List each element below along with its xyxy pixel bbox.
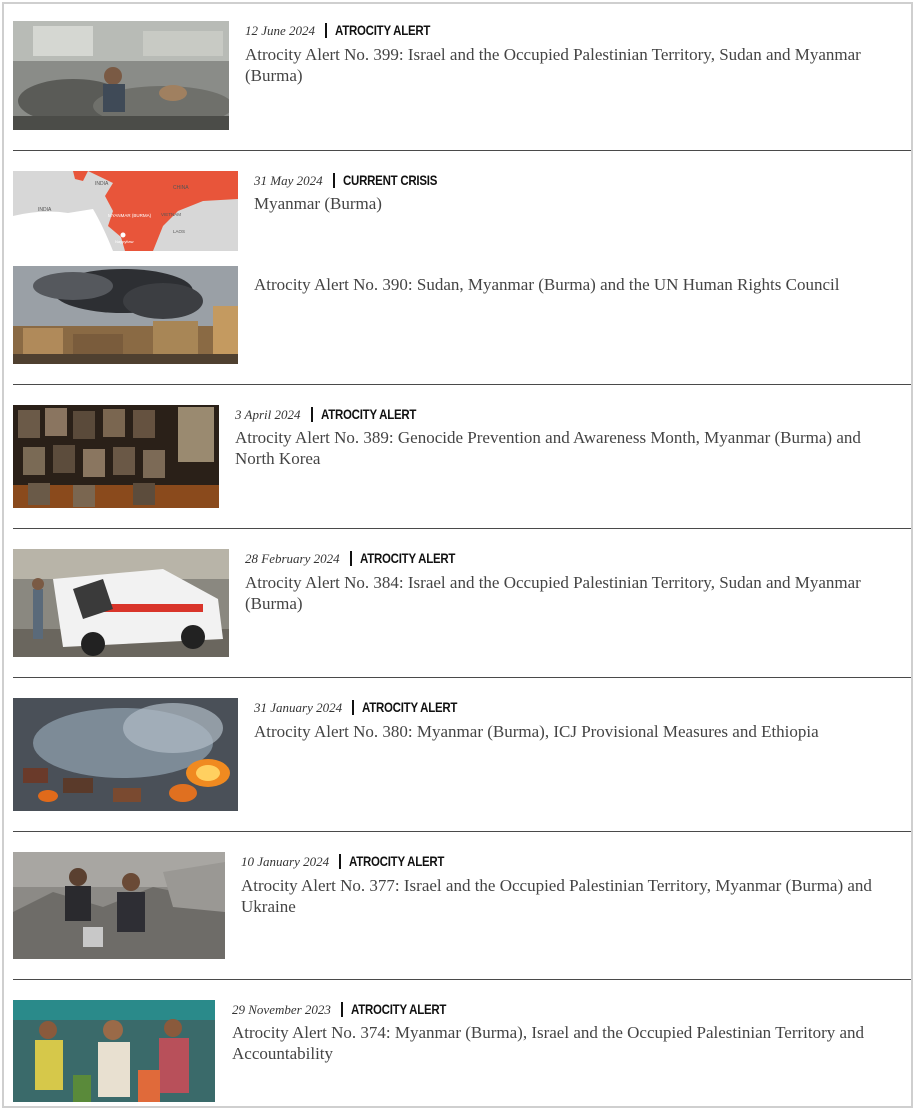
item-meta (241, 853, 465, 870)
item-title[interactable]: Atrocity Alert No. 389: Genocide Prevention and Awareness Month, Myanmar (Burma) and North Korea (235, 428, 861, 468)
item-title[interactable]: Atrocity Alert No. 377: Israel and the Occupied Palestinian Territory, Myanmar (Burma) and Ukraine (241, 876, 872, 916)
item-title[interactable]: Atrocity Alert No. 384: Israel and the Occupied Palestinian Territory, Sudan and Myanmar (Burma) (245, 573, 861, 613)
thumbnail-memorial-photos[interactable] (13, 405, 219, 508)
item-date: 3 April 2024 (235, 407, 301, 422)
item-category[interactable]: ATROCITY ALERT (359, 550, 455, 566)
separator (13, 979, 911, 980)
item-meta (235, 406, 437, 423)
item-date: 12 June 2024 (245, 23, 316, 38)
item-category[interactable]: ATROCITY ALERT (362, 699, 458, 715)
item-date: 28 February 2024 (245, 551, 340, 566)
map-label-india-1: INDIA (95, 181, 109, 187)
item-date: 31 January 2024 (254, 700, 343, 715)
meta-divider (333, 173, 335, 188)
map-label-vietnam: VIETNAM (161, 212, 182, 217)
item-meta (254, 172, 457, 189)
item-category[interactable]: CURRENT CRISIS (342, 172, 437, 188)
thumbnail-rubble-children[interactable] (13, 852, 225, 959)
item-title[interactable]: Myanmar (Burma) (254, 194, 382, 213)
meta-divider (339, 854, 341, 869)
item-category[interactable]: ATROCITY ALERT (350, 1001, 447, 1017)
thumbnail-smoke-city[interactable] (13, 266, 238, 364)
item-category[interactable]: ATROCITY ALERT (335, 22, 431, 38)
thumbnail-hospital-interior[interactable] (13, 21, 229, 130)
item-title[interactable]: Atrocity Alert No. 374: Myanmar (Burma), Israel and the Occupied Palestinian Territory and Accountability (232, 1023, 865, 1063)
thumbnail-myanmar-map[interactable] (13, 171, 238, 251)
clipped-meta-fragment (303, 266, 345, 269)
map-label-laos: LAOS (173, 229, 186, 234)
separator (13, 150, 911, 151)
separator (13, 528, 911, 529)
separator (13, 677, 911, 678)
item-category[interactable]: ATROCITY ALERT (320, 406, 416, 422)
item-meta (254, 699, 478, 716)
item-date: 10 January 2024 (241, 854, 330, 869)
item-meta (232, 1001, 467, 1018)
map-label-china: CHINA (173, 185, 189, 191)
item-meta (245, 22, 451, 39)
item-meta (245, 550, 476, 567)
meta-divider (311, 407, 313, 422)
news-list (2, 2, 913, 1108)
meta-divider (352, 700, 354, 715)
meta-divider (341, 1002, 343, 1017)
item-title[interactable]: Atrocity Alert No. 390: Sudan, Myanmar (Burma) and the UN Human Rights Council (254, 275, 840, 294)
item-date: 29 November 2023 (232, 1002, 331, 1017)
map-label-myanmar: MYANMAR (BURMA) (108, 213, 152, 218)
thumbnail-burning-village[interactable] (13, 698, 238, 811)
map-label-capital: Naypyitaw (115, 239, 134, 244)
separator (13, 831, 911, 832)
item-date: 31 May 2024 (254, 173, 323, 188)
thumbnail-praying-people[interactable] (13, 1000, 215, 1102)
item-category[interactable]: ATROCITY ALERT (349, 853, 445, 869)
item-title[interactable]: Atrocity Alert No. 399: Israel and the Occupied Palestinian Territory, Sudan and Myanmar (Burma) (245, 45, 861, 85)
map-label-india-2: INDIA (38, 207, 52, 213)
thumbnail-damaged-ambulance[interactable] (13, 549, 229, 657)
meta-divider (325, 23, 327, 38)
meta-divider (350, 551, 352, 566)
item-title[interactable]: Atrocity Alert No. 380: Myanmar (Burma), ICJ Provisional Measures and Ethiopia (254, 722, 819, 741)
separator (13, 384, 911, 385)
